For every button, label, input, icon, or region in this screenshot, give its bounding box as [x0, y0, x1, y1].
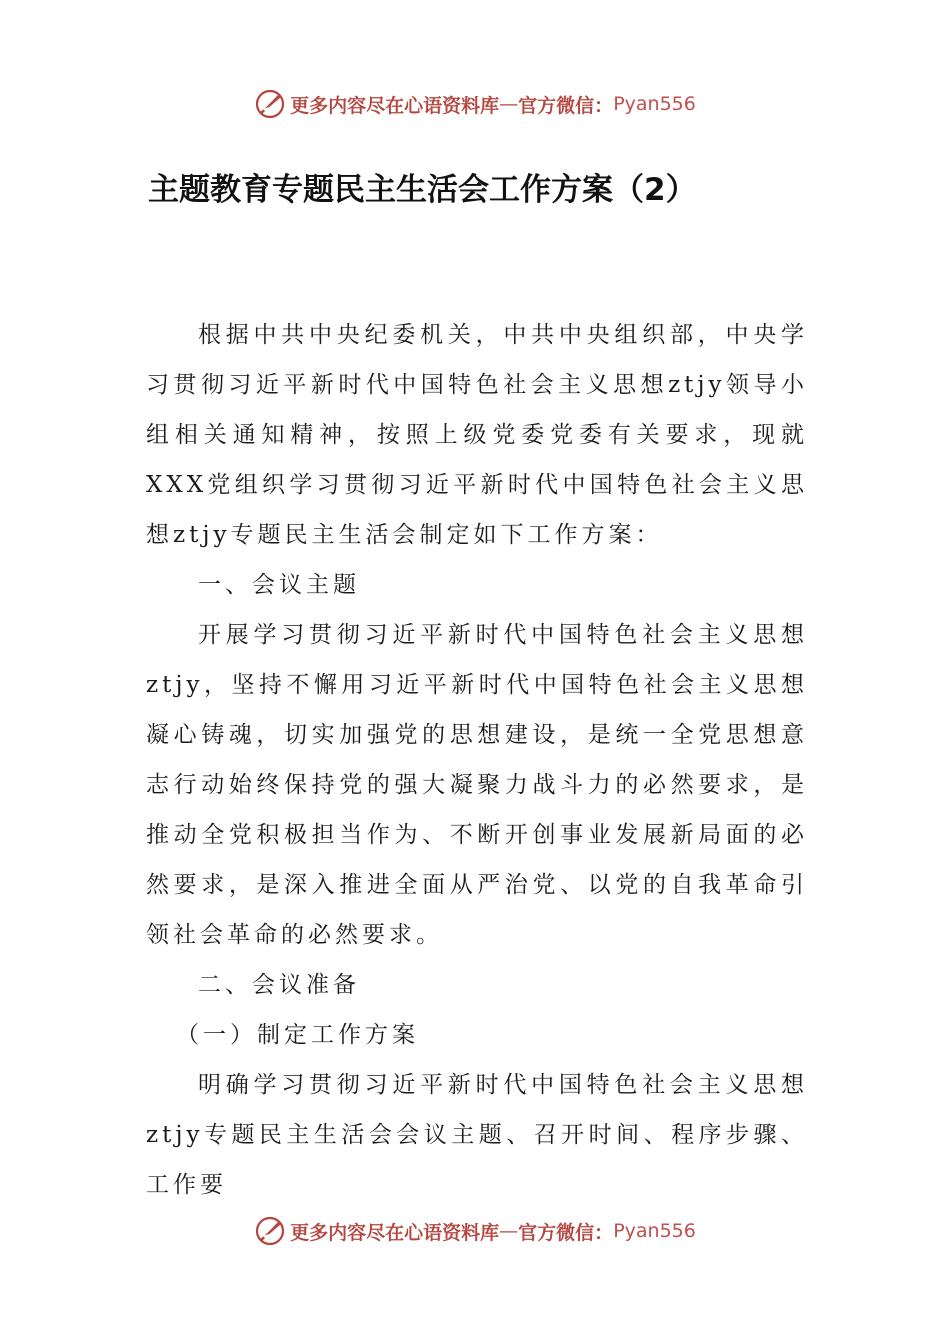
watermark-separator: — [499, 93, 519, 115]
watermark-label: 官方微信： [518, 1221, 614, 1244]
document-body [146, 310, 808, 1210]
pen-nib-logo-icon [254, 1215, 286, 1247]
watermark-wechat-id: Pyan556 [613, 1220, 696, 1242]
section-heading-theme: 一、会议主题 [198, 572, 360, 598]
watermark-wechat-id: Pyan556 [613, 93, 696, 115]
subsection-heading-work-plan: （一）制定工作方案 [176, 1022, 419, 1048]
footer-watermark [0, 1211, 950, 1251]
section-theme-paragraph: 开展学习贯彻习近平新时代中国特色社会主义思想ztjy，坚持不懈用习近平新时代中国特色社会主义思想凝心铸魂，切实加强党的思想建设，是统一全党思想意志行动始终保持党的强大凝聚力战斗力的必然要求，是推动全党积极担当作为、不断开创事业发展新局面的必然要求，是深入推进全面从严治党、以党的自我革命引领社会革命的必然要求。 [146, 622, 808, 948]
section-heading-preparation: 二、会议准备 [198, 972, 360, 998]
section-preparation-paragraph: 明确学习贯彻习近平新时代中国特色社会主义思想ztjy专题民主生活会会议主题、召开时间、程序步骤、工作要 [146, 1072, 808, 1198]
header-watermark [0, 84, 950, 124]
watermark-brand: 更多内容尽在心语资料库 [290, 1221, 500, 1244]
watermark-separator: — [499, 1220, 519, 1242]
intro-paragraph: 根据中共中央纪委机关，中共中央组织部，中央学习贯彻习近平新时代中国特色社会主义思想ztjy领导小组相关通知精神，按照上级党委党委有关要求，现就XXX党组织学习贯彻习近平新时代中国特色社会主义思想ztjy专题民主生活会制定如下工作方案： [146, 322, 808, 548]
pen-nib-logo-icon [254, 88, 286, 120]
document-title: 主题教育专题民主生活会工作方案（2） [148, 172, 697, 208]
watermark-label: 官方微信： [518, 94, 614, 117]
watermark-brand: 更多内容尽在心语资料库 [290, 94, 500, 117]
